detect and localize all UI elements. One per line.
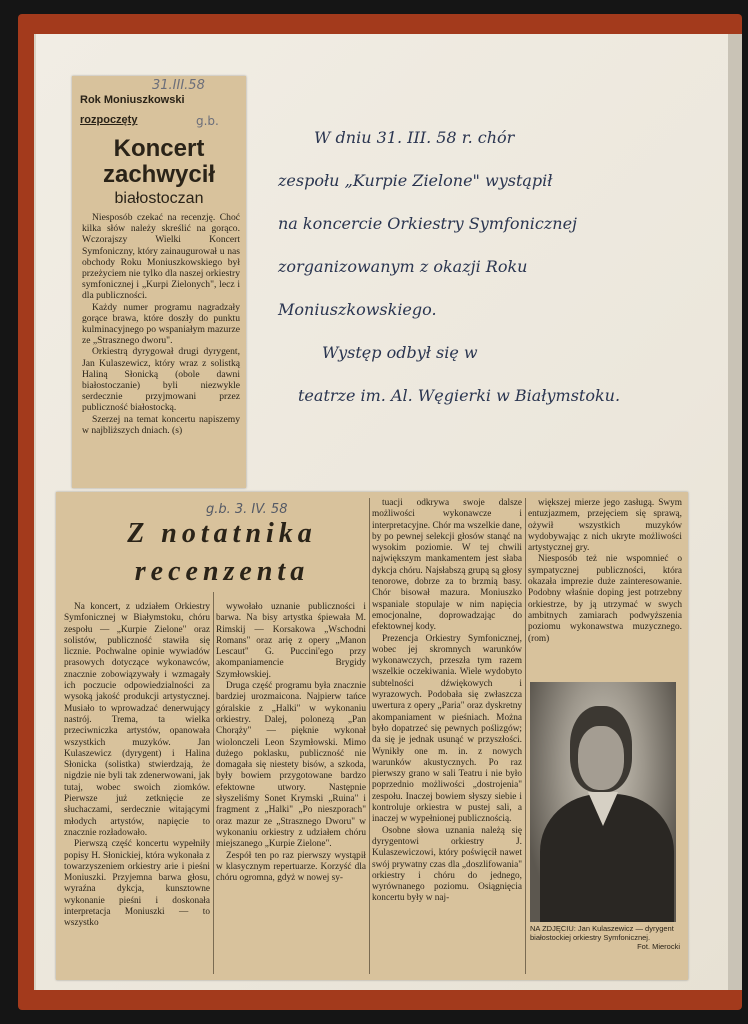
clipping-body xyxy=(82,212,240,436)
clipping-headline xyxy=(72,136,246,188)
review-title-line-2: recenzenta xyxy=(134,556,310,587)
review-paragraph: Niesposób też nie wspomnieć o sympatycznej publiczności, która okazała imprezie duże zainteresowanie. Podobny właśnie doping jest potrzebny orkiestrze, by ją utrzymać w swych ambitnych zamiarach podwyższenia poziomu wykonawstwa muzycznego. (rom) xyxy=(528,554,682,644)
handwritten-note xyxy=(278,116,718,417)
review-column-3 xyxy=(372,498,522,905)
review-paragraph: Pierwszą część koncertu wypełniły popisy H. Słonickiej, która wykonała z towarzyszeniem orkiestry arie i pieśni Moniuszki. Przyjemna barwa głosu, wyraźna dykcja, kunsztowne wykonanie pieśni i doskonała interpretacja Moniuszki — to wszystko xyxy=(64,839,210,929)
newspaper-clipping-concert xyxy=(72,76,246,488)
handwritten-line: na koncercie Orkiestry Symfonicznej xyxy=(278,214,578,233)
column-divider xyxy=(525,498,526,974)
handwritten-line: teatrze im. Al. Węgierki w Białymstoku. xyxy=(298,386,621,405)
review-paragraph: Osobne słowa uznania należą się dyrygentowi orkiestry J. Kulaszewiczowi, który poświęcił nawet swój prywatny czas dla „doszlifowania" orkiestry i chóru do jednego, wyrównanego poziomu. Osiągnięcia koncertu były w naj- xyxy=(372,825,522,904)
clipping-paragraph: Orkiestrą dyrygował drugi dyrygent, Jan Kulaszewicz, który wraz z solistką Haliną Słonicką (obole dawni białostoczanie) byli niezwykle serdecznie przyjmowani przez publiczność białostocką. xyxy=(82,346,240,414)
pencil-date-note: 31.III.58 xyxy=(152,78,205,93)
pencil-date-note: g.b. 3. IV. 58 xyxy=(206,502,288,517)
clipping-kicker: Rok Moniuszkowski xyxy=(80,94,185,106)
handwritten-line: Moniuszkowskiego. xyxy=(278,300,437,319)
review-column-2 xyxy=(216,602,366,884)
column-divider xyxy=(369,498,370,974)
review-paragraph: Zespół ten po raz pierwszy wystąpił w klasycznym repertuarze. Korzyść dla chóru ogromna, gdyż w nowej sy- xyxy=(216,850,366,884)
review-paragraph: Druga część programu była znacznie bardziej urozmaicona. Najpierw tańce góralskie z „Halki" w wykonaniu orkiestry. Dalej, polonezą „Pan Chorąży" — pięknie wykonał wiolonczeli Leon Szymłowski. Mimo dużego poklasku, publiczność nie domagała się niestety bisów, a szkoda, były bowiem przygotowane bardzo efektowne utwory. Następnie słyszeliśmy Sonet Krymski „Ruina" i fragment z „Halki" „Po nieszporach" oraz mazur ze „Strasznego Dworu" w wykonaniu orkiestry z udziałem chóru miejszanego „Kurpie Zielone". xyxy=(216,681,366,850)
review-paragraph: Na koncert, z udziałem Orkiestry Symfonicznej w Białymstoku, chóru zespołu — „Kurpie Zielone" oraz solistów, publiczność stawiła się licznie. Pochwalne opinie wywiadów prasowych dotyczące wykonawców, znacznie zobowiązywały i wzmagały ich poczucie odpowiedzialności za wysoką jakość produkcji artystycznej. Musiało to wprowadzać denerwujący nastrój. Trema, ta wielka przeciwniczka artystów, opanowała wszystkich muzyków. Jan Kulaszewicz (dyrygent) i Halina Słonicka (solistka) stwierdzają, że nigdzie nie byli tak zdenerwowani, jak tutaj, wobec swoich ziomków. Pierwsze już zetknięcie ze słuchaczami, serdecznie witającymi młodych artystów, napięcie to znacznie rozładowało. xyxy=(64,602,210,838)
handwritten-line: zespołu „Kurpie Zielone" wystąpił xyxy=(278,171,553,190)
newspaper-clipping-review xyxy=(56,492,688,980)
review-column-1 xyxy=(64,602,210,930)
clipping-paragraph: Każdy numer programu nagradzały gorące brawa, które doszły do punktu kulminacyjnego po wspaniałym mazurze ze „Strasznego dworu". xyxy=(82,301,240,347)
headline-line-2: zachwycił xyxy=(102,161,216,188)
handwritten-line: W dniu 31. III. 58 r. chór xyxy=(314,128,515,147)
review-title-line-1: Z notatnika xyxy=(127,518,317,549)
column-divider xyxy=(213,592,214,974)
review-column-4 xyxy=(528,498,682,645)
clipping-paragraph: Szerzej na temat koncertu napiszemy w najbliższych dniach. (s) xyxy=(82,413,240,436)
photo-caption xyxy=(530,924,680,951)
conductor-photo xyxy=(530,682,676,922)
review-paragraph: tuacji odkrywa swoje dalsze możliwości wykonawcze i interpretacyjne. Chór ma wszelkie dane, by po pewnej selekcji głosów stanąć na wysokim poziomie. W tej chwili największym mankamentem jest słaba dykcja chóru. Najsłabszą grupą są głosy tenorowe, dobrze za to brzmią basy. Chór bisował mazura. Moniuszko wspaniale stopulaje w nim napięcia emocjonalne, doprowadzając do efektownej kody. xyxy=(372,498,522,633)
next-page-edge xyxy=(726,34,742,990)
clipping-paragraph: Niesposób czekać na recenzję. Choć kilka słów należy skreślić na gorąco. Wczorajszy Wielki Koncert Symfoniczny, który zainaugurował u nas obchody Roku Moniuszkowskiego był przeżyciem nie tylko dla naszej orkiestry symfonicznej i „Kurpi Zielonych", lecz i dla publiczności. xyxy=(82,212,240,302)
review-paragraph: większej mierze jego zasługą. Swym entuzjazmem, przejęciem się sprawą, ożywił wszystkich muzyków wydobywając z nich ukryte możliwości artystycznej gry. xyxy=(528,498,682,554)
handwritten-line: zorganizowanym z okazji Roku xyxy=(278,257,528,276)
headline-line-1: Koncert xyxy=(113,135,205,162)
pencil-initials-note: g.b. xyxy=(196,114,219,128)
photo-credit: Fot. Mierocki xyxy=(637,942,680,951)
review-paragraph: wywołało uznanie publiczności i barwa. Na bisy artystka śpiewała M. Rimskij — Korsakowa „Wschodni Romans" oraz arię z opery „Manon Lescaut" G. Puccini'ego przy akompaniamencie Brygidy Szymłowskiej. xyxy=(216,602,366,680)
clipping-subheadline: białostoczan xyxy=(114,190,204,207)
review-paragraph: Prezencja Orkiestry Symfonicznej, wobec jej skromnych warunków wykonawczych, przeszła tym razem wszelkie oczekiwania. Wiele wydobyto subtelności dźwiękowych i wyrazowych. Podobała się zwłaszcza uwertura z opery „Paria" oraz dyskretny akompaniament w pieśniach. Można było dopatrzeć się pewnych poślizgów; da się je jednak usunąć w przyszłości. Wynikły one m. in. z nowych warunków akustycznych. Po raz pierwszy grano w sali Teatru i nie było poprzednio możliwości „dostrojenia" zespołu. Inaczej bowiem słyszy siebie i kontroluje orkiestra w pustej sali, a inaczej w wypełnionej publicznością. xyxy=(372,633,522,825)
caption-text: NA ZDJĘCIU: Jan Kulaszewicz — dyrygent białostockiej orkiestry Symfonicznej. xyxy=(530,924,674,942)
clipping-kicker-2: rozpoczęty xyxy=(80,114,138,126)
handwritten-line: Występ odbył się w xyxy=(322,343,478,362)
photo-face xyxy=(578,726,624,790)
